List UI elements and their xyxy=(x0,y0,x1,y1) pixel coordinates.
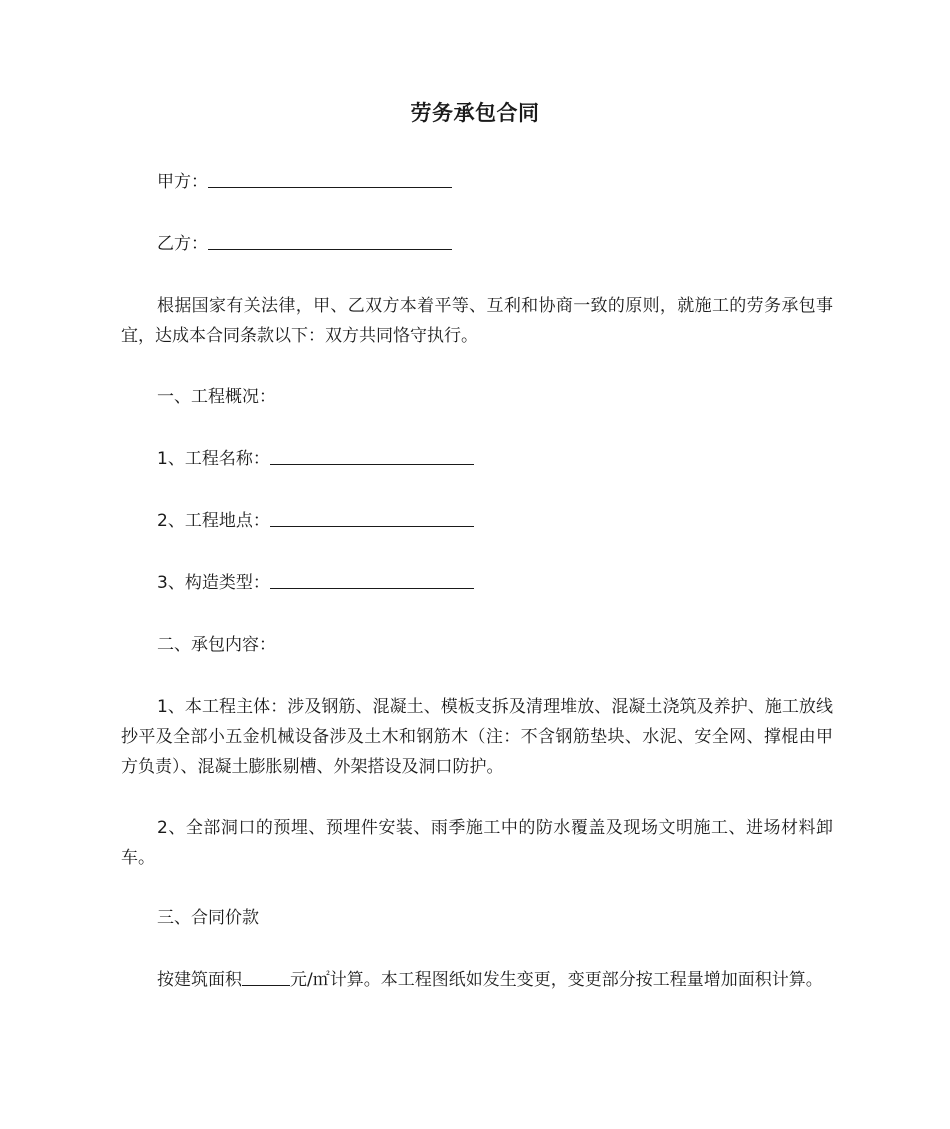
party-b-line xyxy=(157,231,452,257)
party-a-label: 甲方： xyxy=(157,172,208,192)
scope-item-1: 1、本工程主体：涉及钢筋、混凝土、模板支拆及清理堆放、混凝土浇筑及养护、施工放线抄平及全部小五金机械设备涉及土木和钢筋木（注：不含钢筋垫块、水泥、安全网、撑棍由甲方负责）、混凝土膨胀剔槽、外架搭设及洞口防护。 xyxy=(121,697,833,777)
project-location-line xyxy=(157,508,474,534)
party-b-label: 乙方： xyxy=(157,234,208,254)
party-b-blank[interactable] xyxy=(208,231,452,250)
project-name-label: 1、工程名称： xyxy=(157,449,270,469)
price-paragraph xyxy=(121,965,833,995)
price-prefix: 按建筑面积 xyxy=(157,970,242,990)
price-blank[interactable] xyxy=(242,967,290,986)
document-title: 劳务承包合同 xyxy=(410,101,540,125)
structure-type-blank[interactable] xyxy=(270,570,474,589)
price-suffix: 元/㎡计算。本工程图纸如发生变更，变更部分按工程量增加面积计算。 xyxy=(290,970,823,990)
section2-heading: 二、承包内容： xyxy=(157,635,276,655)
project-location-label: 2、工程地点： xyxy=(157,511,270,531)
project-location-blank[interactable] xyxy=(270,508,474,527)
party-a-blank[interactable] xyxy=(208,169,452,188)
intro-paragraph: 根据国家有关法律，甲、乙双方本着平等、互利和协商一致的原则，就施工的劳务承包事宜，达成本合同条款以下：双方共同恪守执行。 xyxy=(121,296,833,346)
structure-type-line xyxy=(157,570,474,596)
scope-item-2: 2、全部洞口的预埋、预埋件安装、雨季施工中的防水覆盖及现场文明施工、进场材料卸车。 xyxy=(121,818,833,868)
section3-heading: 三、合同价款 xyxy=(157,908,259,928)
party-a-line xyxy=(157,169,452,195)
project-name-blank[interactable] xyxy=(270,446,474,465)
structure-type-label: 3、构造类型： xyxy=(157,573,270,593)
section1-heading: 一、工程概况： xyxy=(157,387,276,407)
project-name-line xyxy=(157,446,474,472)
